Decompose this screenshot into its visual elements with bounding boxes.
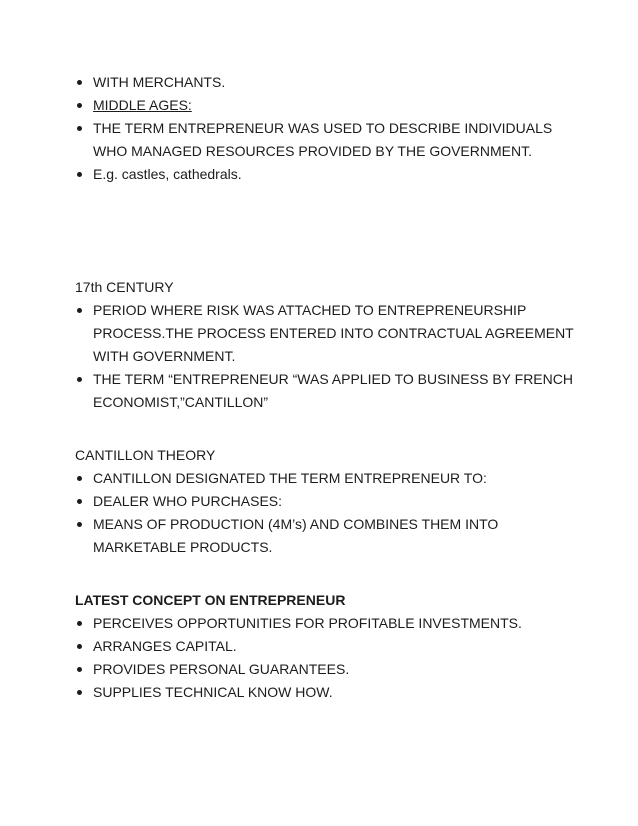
bullet-item <box>75 681 575 704</box>
bullet-text: CANTILLON DESIGNATED THE TERM ENTREPRENEUR TO: <box>93 470 487 486</box>
bullet-icon <box>77 172 82 177</box>
bullet-list-cantillon-theory <box>75 467 575 559</box>
bullet-item <box>75 299 575 368</box>
bullet-text: WITH MERCHANTS. <box>93 74 226 90</box>
bullet-item <box>75 368 575 414</box>
bullet-list-middle-ages <box>75 94 575 186</box>
bullet-item <box>75 513 575 559</box>
bullet-text: MEANS OF PRODUCTION (4M’s) AND COMBINES THEM INTO MARKETABLE PRODUCTS. <box>93 516 499 555</box>
bullet-item <box>75 635 575 658</box>
bullet-icon <box>77 476 82 481</box>
section-heading-latest-concept: LATEST CONCEPT ON ENTREPRENEUR <box>75 592 346 608</box>
bullet-icon <box>77 499 82 504</box>
bullet-icon <box>77 522 82 527</box>
bullet-icon <box>77 80 82 85</box>
bullet-icon <box>77 644 82 649</box>
bullet-item <box>75 117 575 163</box>
bullet-icon <box>77 690 82 695</box>
bullet-text: PERIOD WHERE RISK WAS ATTACHED TO ENTREPRENEURSHIP PROCESS.THE PROCESS ENTERED INTO CONTRACTUAL AGREEMENT WITH GOVERNMENT. <box>93 302 574 364</box>
bullet-text: THE TERM ENTREPRENEUR WAS USED TO DESCRIBE INDIVIDUALS WHO MANAGED RESOURCES PROVIDED BY THE GOVERNMENT. <box>93 120 553 159</box>
bullet-icon <box>77 667 82 672</box>
bullet-icon <box>77 621 82 626</box>
bullet-icon <box>77 126 82 131</box>
bullet-text: PROVIDES PERSONAL GUARANTEES. <box>93 661 350 677</box>
bullet-list-latest-concept <box>75 612 575 704</box>
bullet-item <box>75 612 575 635</box>
bullet-text: DEALER WHO PURCHASES: <box>93 493 283 509</box>
section-heading-cantillon-theory: CANTILLON THEORY <box>75 447 216 463</box>
bullet-text: ARRANGES CAPITAL. <box>93 638 237 654</box>
bullet-icon <box>77 103 82 108</box>
bullet-list-17th-century <box>75 299 575 414</box>
bullet-item <box>75 658 575 681</box>
bullet-text: E.g. castles, cathedrals. <box>93 166 242 182</box>
bullet-item <box>75 467 575 490</box>
bullet-text: PERCEIVES OPPORTUNITIES FOR PROFITABLE INVESTMENTS. <box>93 615 522 631</box>
bullet-item <box>75 94 575 117</box>
section-heading-17th-century: 17th CENTURY <box>75 279 174 295</box>
bullet-text: SUPPLIES TECHNICAL KNOW HOW. <box>93 684 333 700</box>
bullet-item <box>75 163 575 186</box>
bullet-icon <box>77 308 82 313</box>
bullet-text: THE TERM “ENTREPRENEUR “WAS APPLIED TO BUSINESS BY FRENCH ECONOMIST,”CANTILLON” <box>93 371 573 410</box>
bullet-list-merchants <box>75 71 575 94</box>
bullet-item <box>75 490 575 513</box>
bullet-icon <box>77 377 82 382</box>
bullet-text: MIDDLE AGES: <box>93 97 192 113</box>
bullet-item <box>75 71 575 94</box>
